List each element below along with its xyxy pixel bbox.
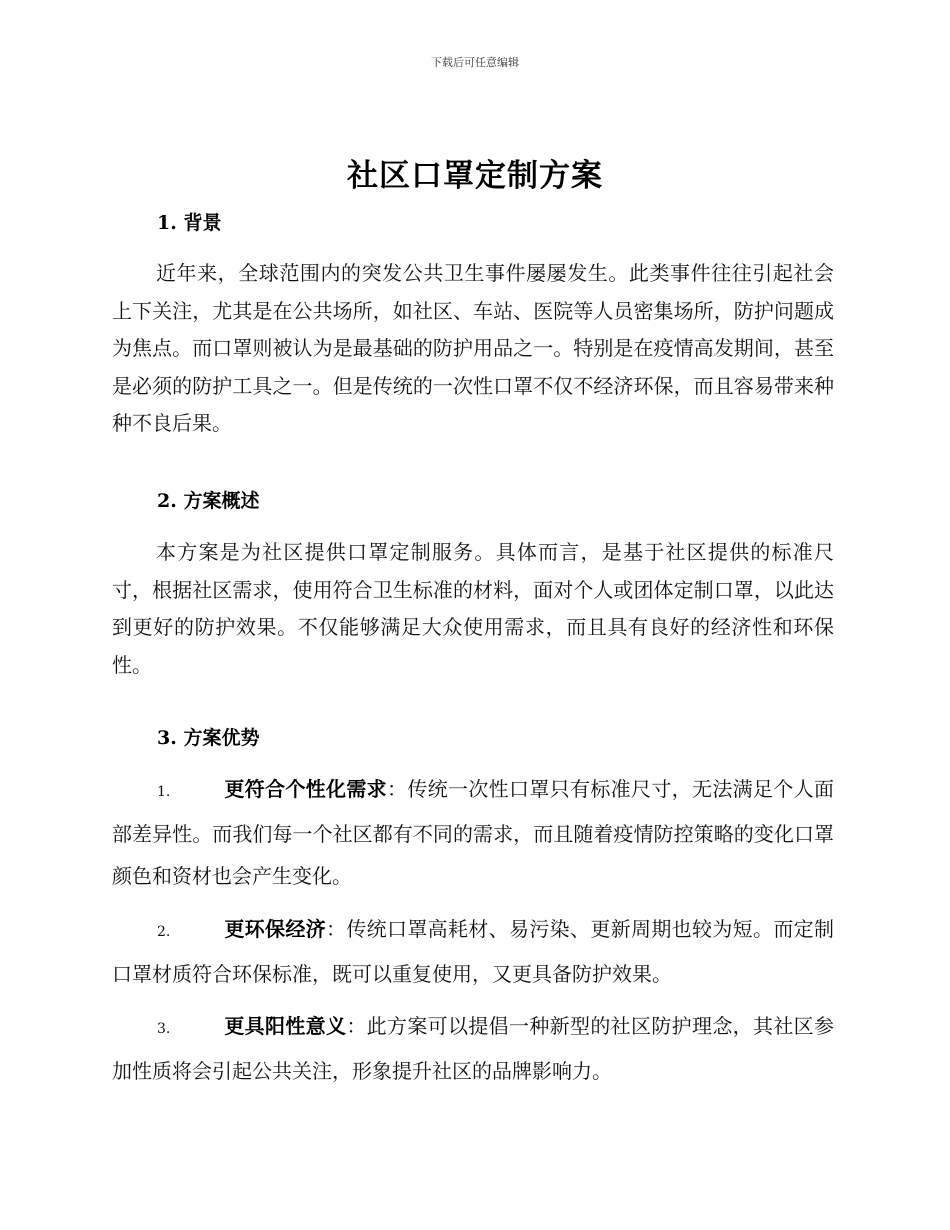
overview-paragraph: 本方案是为社区提供口罩定制服务。具体而言，是基于社区提供的标准尺寸，根据社区需求，使用符合卫生标准的材料，面对个人或团体定制口罩，以此达到更好的防护效果。不仅能够满足大众使用需求，而且具有良好的经济性和环保性。 (112, 540, 834, 677)
section-heading-overview: 2. 方案概述 (157, 490, 260, 512)
list-number: 2. (157, 924, 171, 940)
section-heading-background: 1. 背景 (157, 212, 222, 234)
advantage-term: 更符合个性化需求 (224, 777, 387, 801)
document-title: 社区口罩定制方案 (347, 158, 603, 194)
advantage-text: ：此方案可以提倡一种新型的社区防护理念，其社区参加性质将会引起公共关注，形象提升社区的品牌影响力。 (112, 1014, 835, 1083)
advantage-item-2 (112, 908, 834, 995)
background-paragraph: 近年来，全球范围内的突发公共卫生事件屡屡发生。此类事件往往引起社会上下关注，尤其是在公共场所，如社区、车站、医院等人员密集场所，防护问题成为焦点。而口罩则被认为是最基础的防护用品之一。特别是在疫情高发期间，甚至是必须的防护工具之一。但是传统的一次性口罩不仅不经济环保，而且容易带来种种不良后果。 (112, 261, 834, 435)
advantage-text: ：传统口罩高耗材、易污染、更新周期也较为短。而定制口罩材质符合环保标准，既可以重复使用，又更具备防护效果。 (112, 917, 834, 986)
list-number: 3. (157, 1021, 171, 1037)
advantage-item-3 (112, 1005, 834, 1092)
advantage-term: 更具阳性意义 (224, 1014, 347, 1038)
advantage-term: 更环保经济 (224, 917, 326, 941)
section-heading-advantages: 3. 方案优势 (157, 727, 260, 749)
advantage-item-1 (112, 768, 834, 897)
page-header-note: 下载后可任意编辑 (431, 56, 519, 69)
list-number: 1. (157, 784, 171, 800)
advantage-text: ：传统一次性口罩只有标准尺寸，无法满足个人面部差异性。而我们每一个社区都有不同的需求，而且随着疫情防控策略的变化口罩颜色和资材也会产生变化。 (112, 777, 834, 888)
